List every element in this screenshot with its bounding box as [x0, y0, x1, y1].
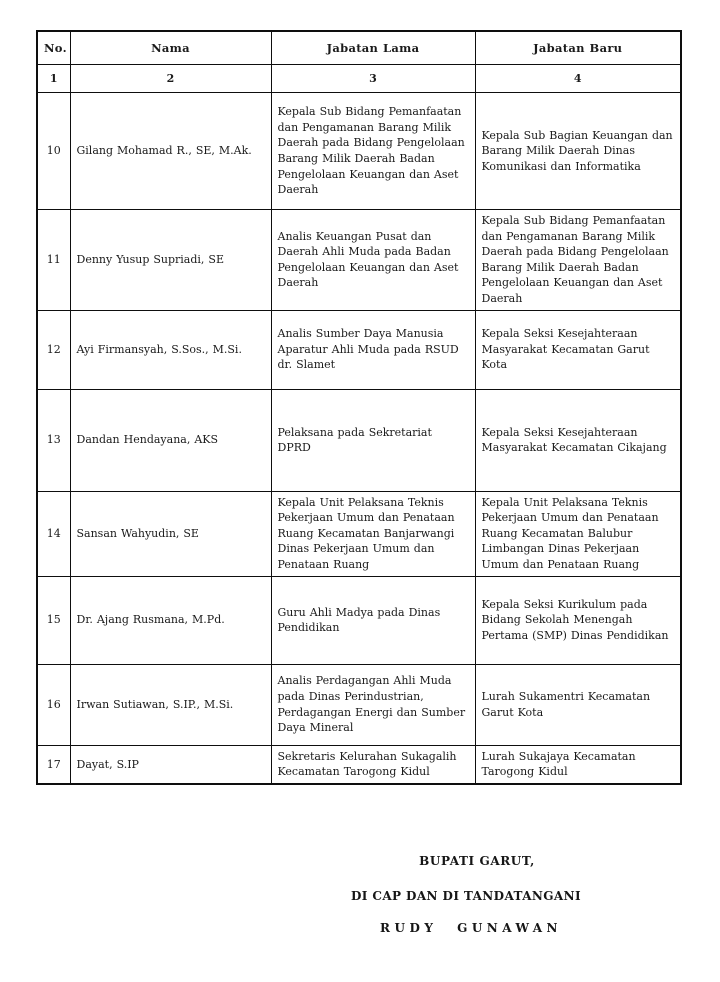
cell-nama: Dayat, S.IP: [70, 745, 271, 784]
table-column-number-row: [37, 65, 681, 93]
header-nama: Nama: [70, 31, 271, 65]
cell-jabatan-baru: Kepala Sub Bidang Pemanfaatan dan Pengamanan Barang Milik Daerah pada Bidang Pengelolaan Barang Milik Daerah Badan Pengelolaan Keuangan dan Aset Daerah: [475, 210, 681, 311]
cell-no: 13: [37, 389, 70, 491]
cell-jabatan-lama: Pelaksana pada Sekretariat DPRD: [271, 389, 475, 491]
column-number-1: 1: [37, 65, 70, 93]
cell-no: 15: [37, 576, 70, 664]
header-jabatan-baru: Jabatan Baru: [475, 31, 681, 65]
signature-stamp-note: DI CAP DAN DI TANDATANGANI: [350, 889, 582, 903]
table-row: [37, 210, 681, 311]
cell-jabatan-baru: Kepala Seksi Kurikulum pada Bidang Sekolah Menengah Pertama (SMP) Dinas Pendidikan: [475, 576, 681, 664]
cell-nama: Denny Yusup Supriadi, SE: [70, 210, 271, 311]
cell-no: 16: [37, 664, 70, 745]
cell-no: 12: [37, 310, 70, 389]
table-row: [37, 491, 681, 576]
table-row: [37, 745, 681, 784]
cell-nama: Dr. Ajang Rusmana, M.Pd.: [70, 576, 271, 664]
column-number-4: 4: [475, 65, 681, 93]
cell-jabatan-baru: Kepala Seksi Kesejahteraan Masyarakat Kecamatan Cikajang: [475, 389, 681, 491]
cell-jabatan-lama: Sekretaris Kelurahan Sukagalih Kecamatan Tarogong Kidul: [271, 745, 475, 784]
cell-jabatan-baru: Kepala Seksi Kesejahteraan Masyarakat Kecamatan Garut Kota: [475, 310, 681, 389]
cell-jabatan-lama: Kepala Sub Bidang Pemanfaatan dan Pengamanan Barang Milik Daerah pada Bidang Pengelolaan Barang Milik Daerah Badan Pengelolaan Keuangan dan Aset Daerah: [271, 93, 475, 210]
cell-jabatan-lama: Analis Perdagangan Ahli Muda pada Dinas Perindustrian, Perdagangan Energi dan Sumber Daya Mineral: [271, 664, 475, 745]
cell-nama: Gilang Mohamad R., SE, M.Ak.: [70, 93, 271, 210]
cell-jabatan-lama: Kepala Unit Pelaksana Teknis Pekerjaan Umum dan Penataan Ruang Kecamatan Banjarwangi Dinas Pekerjaan Umum dan Penataan Ruang: [271, 491, 475, 576]
header-no: No.: [37, 31, 70, 65]
signature-name: RUDY GUNAWAN: [380, 921, 562, 935]
column-number-3: 3: [271, 65, 475, 93]
column-number-2: 2: [70, 65, 271, 93]
cell-no: 11: [37, 210, 70, 311]
cell-nama: Irwan Sutiawan, S.IP., M.Si.: [70, 664, 271, 745]
table-row: [37, 664, 681, 745]
header-jabatan-lama: Jabatan Lama: [271, 31, 475, 65]
mutation-table: [36, 30, 682, 785]
signature-title: BUPATI GARUT,: [419, 854, 535, 868]
cell-no: 17: [37, 745, 70, 784]
cell-nama: Ayi Firmansyah, S.Sos., M.Si.: [70, 310, 271, 389]
cell-jabatan-lama: Analis Sumber Daya Manusia Aparatur Ahli Muda pada RSUD dr. Slamet: [271, 310, 475, 389]
cell-jabatan-lama: Guru Ahli Madya pada Dinas Pendidikan: [271, 576, 475, 664]
cell-jabatan-baru: Kepala Unit Pelaksana Teknis Pekerjaan Umum dan Penataan Ruang Kecamatan Balubur Limbangan Dinas Pekerjaan Umum dan Penataan Ruang: [475, 491, 681, 576]
cell-jabatan-baru: Lurah Sukamentri Kecamatan Garut Kota: [475, 664, 681, 745]
cell-nama: Sansan Wahyudin, SE: [70, 491, 271, 576]
table-row: [37, 93, 681, 210]
cell-jabatan-baru: Kepala Sub Bagian Keuangan dan Barang Milik Daerah Dinas Komunikasi dan Informatika: [475, 93, 681, 210]
table-header-row: [37, 31, 681, 65]
signature-block: [316, 854, 616, 935]
cell-no: 10: [37, 93, 70, 210]
table-row: [37, 576, 681, 664]
cell-no: 14: [37, 491, 70, 576]
table-row: [37, 389, 681, 491]
table-row: [37, 310, 681, 389]
cell-nama: Dandan Hendayana, AKS: [70, 389, 271, 491]
cell-jabatan-lama: Analis Keuangan Pusat dan Daerah Ahli Muda pada Badan Pengelolaan Keuangan dan Aset Daerah: [271, 210, 475, 311]
cell-jabatan-baru: Lurah Sukajaya Kecamatan Tarogong Kidul: [475, 745, 681, 784]
